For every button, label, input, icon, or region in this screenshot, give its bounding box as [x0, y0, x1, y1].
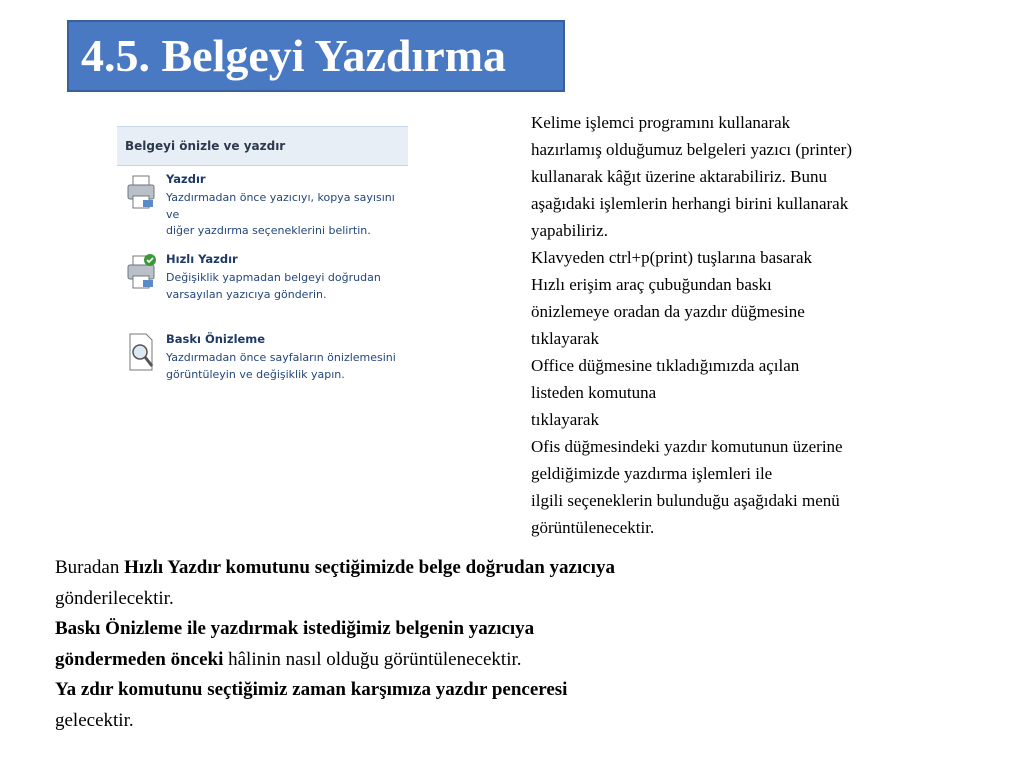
menu-item-title: Yazdır — [166, 172, 206, 186]
title-banner — [67, 20, 565, 92]
text-line: Klavyeden ctrl+p(print) tuşlarına basarak — [531, 248, 813, 267]
menu-item-print-preview[interactable] — [117, 326, 408, 406]
print-preview-icon — [125, 332, 157, 372]
text-line: listeden komutuna — [531, 383, 657, 402]
menu-item-quick-print[interactable] — [117, 246, 408, 326]
text-line: tıklayarak — [531, 410, 599, 429]
menu-item-title: Hızlı Yazdır — [166, 252, 238, 266]
bottom-paragraph — [55, 553, 955, 736]
text-line: Kelime işlemci programını kullanarak — [531, 113, 791, 132]
text-line: kullanarak kâğıt üzerine aktarabiliriz. Bunu — [531, 167, 827, 186]
text-line: Baskı Önizleme ile yazdırmak istediğimiz belgenin yazıcıya — [55, 618, 535, 639]
right-paragraph — [531, 109, 971, 541]
text-line: Buradan Hızlı Yazdır komutunu seçtiğimizde belge doğrudan yazıcıya — [55, 557, 615, 578]
text-line: hazırlamış olduğumuz belgeleri yazıcı (printer) — [531, 140, 852, 159]
text-line: ilgili seçeneklerin bulunduğu aşağıdaki menü — [531, 491, 840, 510]
menu-item-desc: Yazdırmadan önce sayfaların önizlemesini görüntüleyin ve değişiklik yapın. — [166, 351, 396, 381]
text-line: Ofis düğmesindeki yazdır komutunun üzerine — [531, 437, 843, 456]
text-line: Ya zdır komutunu seçtiğimiz zaman karşımıza yazdır penceresi — [55, 679, 568, 700]
text-line: tıklayarak — [531, 329, 599, 348]
menu-item-desc: Değişiklik yapmadan belgeyi doğrudan varsayılan yazıcıya gönderin. — [166, 271, 381, 301]
text-line: gelecektir. — [55, 709, 134, 731]
text-line: Hızlı erişim araç çubuğundan baskı — [531, 275, 772, 294]
text-line: gönderilecektir. — [55, 587, 174, 609]
text-line: aşağıdaki işlemlerin herhangi birini kullanarak — [531, 194, 849, 213]
print-menu-screenshot — [117, 126, 408, 409]
menu-item-desc: Yazdırmadan önce yazıcıyı, kopya sayısını ve diğer yazdırma seçeneklerini belirtin. — [166, 191, 395, 237]
panel-header: Belgeyi önizle ve yazdır — [117, 127, 408, 166]
text-line: önizlemeye oradan da yazdır düğmesine — [531, 302, 805, 321]
menu-item-title: Baskı Önizleme — [166, 332, 266, 346]
text-line: geldiğimizde yazdırma işlemleri ile — [531, 464, 773, 483]
page-title: 4.5. Belgeyi Yazdırma — [81, 30, 507, 81]
text-line: görüntülenecektir. — [531, 518, 655, 537]
text-line: Office düğmesine tıkladığımızda açılan — [531, 356, 800, 375]
text-line: göndermeden önceki hâlinin nasıl olduğu görüntülenecektir. — [55, 648, 522, 670]
quick-print-icon — [125, 252, 157, 292]
menu-item-print[interactable] — [117, 166, 408, 246]
printer-icon — [125, 172, 157, 212]
text-line: yapabiliriz. — [531, 221, 608, 240]
